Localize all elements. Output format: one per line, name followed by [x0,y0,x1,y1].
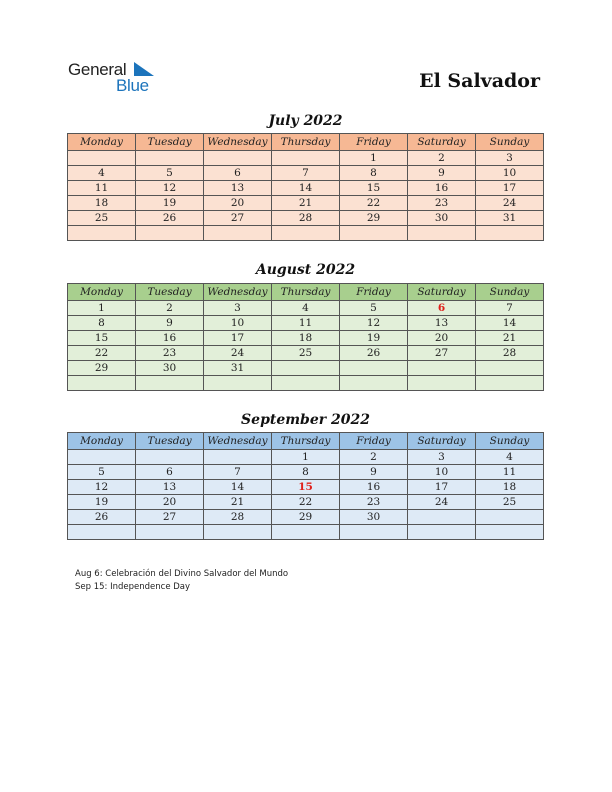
day-cell [408,376,476,391]
holiday-day-cell: 6 [408,301,476,316]
day-cell: 11 [476,465,544,480]
day-cell: 22 [272,495,340,510]
day-cell: 24 [408,495,476,510]
day-cell: 30 [408,211,476,226]
day-cell [136,151,204,166]
day-cell: 4 [272,301,340,316]
day-cell: 7 [476,301,544,316]
month-title-july: July 2022 [268,113,343,129]
calendar-july [67,133,544,241]
day-cell: 28 [204,510,272,525]
calendar-september [67,432,544,540]
day-cell [408,226,476,241]
weekday-header-row [68,284,544,301]
day-cell [340,226,408,241]
day-cell: 16 [408,181,476,196]
weekday-header: Saturday [408,433,476,450]
weekday-header: Wednesday [204,134,272,151]
day-cell: 3 [476,151,544,166]
day-cell [408,525,476,540]
week-row [68,361,544,376]
weekday-header: Monday [68,433,136,450]
day-cell: 9 [136,316,204,331]
weekday-header: Thursday [272,433,340,450]
day-cell: 5 [136,166,204,181]
day-cell: 25 [68,211,136,226]
day-cell: 31 [476,211,544,226]
weekday-header: Monday [68,284,136,301]
weekday-header: Monday [68,134,136,151]
day-cell: 5 [68,465,136,480]
day-cell: 29 [68,361,136,376]
day-cell: 6 [136,465,204,480]
day-cell [340,361,408,376]
logo-general-text: General [68,60,127,79]
day-cell: 15 [68,331,136,346]
day-cell [204,151,272,166]
day-cell [68,450,136,465]
day-cell [136,525,204,540]
day-cell: 26 [136,211,204,226]
holiday-day-cell: 15 [272,480,340,495]
day-cell: 27 [408,346,476,361]
day-cell: 28 [476,346,544,361]
week-row [68,465,544,480]
day-cell: 3 [408,450,476,465]
day-cell: 7 [204,465,272,480]
month-title-august: August 2022 [255,262,356,278]
weekday-header: Tuesday [136,284,204,301]
holiday-notes [75,568,288,594]
day-cell [476,376,544,391]
day-cell: 1 [68,301,136,316]
day-cell: 8 [68,316,136,331]
weekday-header: Wednesday [204,284,272,301]
day-cell: 30 [340,510,408,525]
day-cell [204,450,272,465]
day-cell: 26 [68,510,136,525]
day-cell: 23 [408,196,476,211]
day-cell: 22 [68,346,136,361]
day-cell: 21 [272,196,340,211]
day-cell: 30 [136,361,204,376]
weekday-header: Sunday [476,134,544,151]
day-cell: 8 [340,166,408,181]
week-row [68,196,544,211]
day-cell [68,151,136,166]
day-cell: 22 [340,196,408,211]
day-cell: 16 [340,480,408,495]
day-cell [272,361,340,376]
weekday-header: Sunday [476,433,544,450]
day-cell: 12 [136,181,204,196]
day-cell: 28 [272,211,340,226]
weekday-header: Tuesday [136,433,204,450]
day-cell: 23 [136,346,204,361]
day-cell: 12 [340,316,408,331]
week-row [68,301,544,316]
weekday-header: Thursday [272,134,340,151]
week-row [68,450,544,465]
day-cell: 10 [408,465,476,480]
week-row [68,181,544,196]
week-row [68,226,544,241]
day-cell [204,525,272,540]
week-row [68,331,544,346]
day-cell: 4 [476,450,544,465]
day-cell: 12 [68,480,136,495]
week-row [68,316,544,331]
day-cell [408,510,476,525]
day-cell: 19 [136,196,204,211]
day-cell [68,226,136,241]
weekday-header: Friday [340,433,408,450]
day-cell: 10 [204,316,272,331]
logo [68,60,168,96]
day-cell: 29 [340,211,408,226]
day-cell: 13 [204,181,272,196]
weekday-header: Wednesday [204,433,272,450]
day-cell: 18 [272,331,340,346]
day-cell: 20 [408,331,476,346]
day-cell: 15 [340,181,408,196]
week-row [68,211,544,226]
weekday-header-row [68,433,544,450]
day-cell: 1 [340,151,408,166]
day-cell: 26 [340,346,408,361]
day-cell: 16 [136,331,204,346]
day-cell [204,226,272,241]
day-cell: 23 [340,495,408,510]
week-row [68,480,544,495]
day-cell: 2 [408,151,476,166]
day-cell [204,376,272,391]
week-row [68,376,544,391]
day-cell: 25 [476,495,544,510]
weekday-header: Saturday [408,134,476,151]
day-cell: 1 [272,450,340,465]
day-cell: 21 [476,331,544,346]
logo-blue-text: Blue [116,76,149,95]
weekday-header: Saturday [408,284,476,301]
weekday-header: Sunday [476,284,544,301]
day-cell: 29 [272,510,340,525]
day-cell [272,226,340,241]
day-cell [136,450,204,465]
day-cell [136,376,204,391]
day-cell: 17 [204,331,272,346]
day-cell [476,226,544,241]
day-cell: 13 [408,316,476,331]
week-row [68,510,544,525]
day-cell [68,525,136,540]
day-cell: 18 [68,196,136,211]
week-row [68,495,544,510]
day-cell: 27 [136,510,204,525]
week-row [68,525,544,540]
day-cell [136,226,204,241]
day-cell [340,525,408,540]
holiday-note: Aug 6: Celebración del Divino Salvador del Mundo [75,569,289,579]
day-cell: 7 [272,166,340,181]
day-cell: 19 [68,495,136,510]
logo-triangle-icon [134,62,154,76]
day-cell: 2 [136,301,204,316]
weekday-header: Tuesday [136,134,204,151]
weekday-header: Friday [340,284,408,301]
day-cell [476,361,544,376]
weekday-header: Thursday [272,284,340,301]
day-cell: 14 [476,316,544,331]
day-cell: 4 [68,166,136,181]
day-cell: 11 [272,316,340,331]
day-cell: 20 [204,196,272,211]
day-cell: 10 [476,166,544,181]
week-row [68,166,544,181]
week-row [68,151,544,166]
week-row [68,346,544,361]
day-cell: 20 [136,495,204,510]
day-cell: 6 [204,166,272,181]
day-cell: 24 [476,196,544,211]
day-cell: 24 [204,346,272,361]
day-cell: 3 [204,301,272,316]
day-cell: 14 [204,480,272,495]
day-cell: 19 [340,331,408,346]
day-cell: 11 [68,181,136,196]
day-cell [476,510,544,525]
country-title: El Salvador [419,70,540,92]
day-cell [272,151,340,166]
day-cell: 9 [408,166,476,181]
weekday-header: Friday [340,134,408,151]
day-cell: 21 [204,495,272,510]
day-cell: 27 [204,211,272,226]
month-title-september: September 2022 [241,412,370,428]
day-cell [272,525,340,540]
weekday-header-row [68,134,544,151]
day-cell [408,361,476,376]
day-cell: 8 [272,465,340,480]
day-cell: 9 [340,465,408,480]
day-cell: 31 [204,361,272,376]
day-cell: 17 [476,181,544,196]
day-cell [68,376,136,391]
holiday-note: Sep 15: Independence Day [75,582,191,592]
day-cell: 13 [136,480,204,495]
day-cell: 17 [408,480,476,495]
day-cell: 2 [340,450,408,465]
day-cell [340,376,408,391]
day-cell: 25 [272,346,340,361]
day-cell [272,376,340,391]
day-cell: 5 [340,301,408,316]
day-cell [476,525,544,540]
day-cell: 18 [476,480,544,495]
calendar-august [67,283,544,391]
day-cell: 14 [272,181,340,196]
